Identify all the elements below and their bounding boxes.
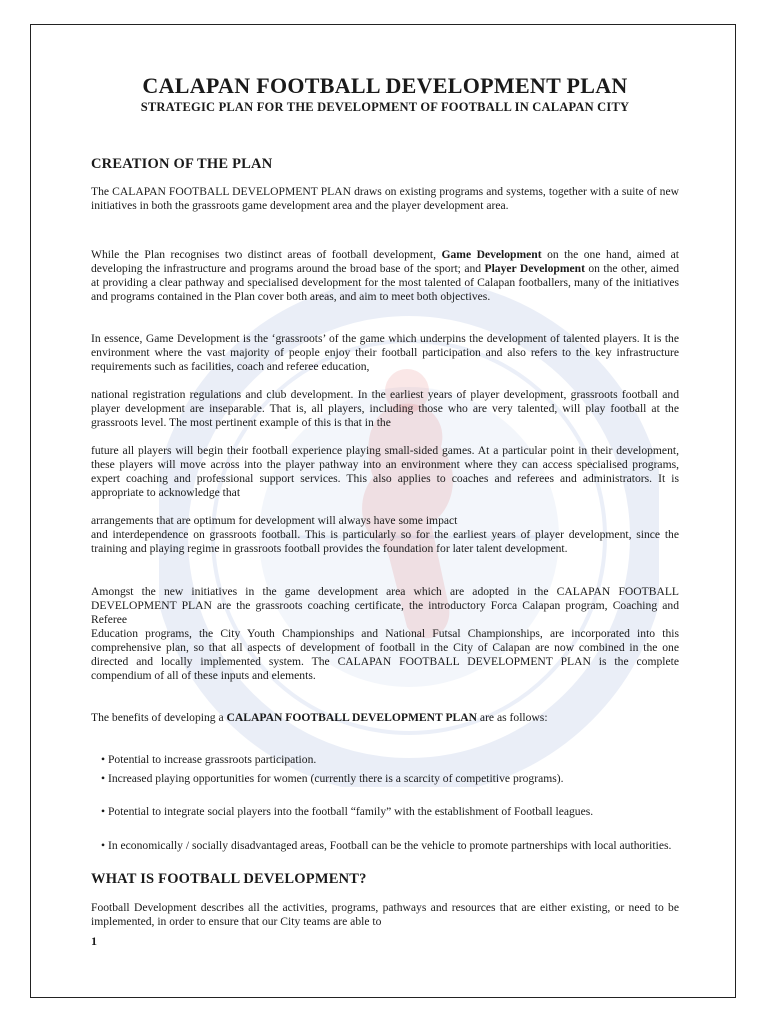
bold-term-player-development: Player Development [484,262,585,275]
paragraph-grassroots-1: In essence, Game Development is the ‘grassroots’ of the game which underpins the development of talented players. It is the environment where the vast majority of people enjoy their football participation and also refers to the key infrastructure requirements such as facilities, coach and referee education, [91,332,679,373]
paragraph-development-areas [91,248,679,304]
paragraph-creation-intro: The CALAPAN FOOTBALL DEVELOPMENT PLAN draws on existing programs and systems, together with a suite of new initiatives in both the grassroots game development area and the player development area. [91,185,679,212]
section-heading-what-is: WHAT IS FOOTBALL DEVELOPMENT? [91,871,367,887]
page-number: 1 [91,934,97,948]
paragraph-initiatives-1: Amongst the new initiatives in the game development area which are adopted in the CALAPAN FOOTBALL DEVELOPMENT PLAN are the grassroots coaching certificate, the introductory Forca Calapan program, Coaching and Referee [91,585,679,626]
document-subtitle: STRATEGIC PLAN FOR THE DEVELOPMENT OF FOOTBALL IN CALAPAN CITY [140,100,630,114]
benefit-list-item: • Increased playing opportunities for women (currently there is a scarcity of competitive programs). [101,772,564,785]
section-heading-creation: CREATION OF THE PLAN [91,156,273,172]
paragraph-initiatives-2: Education programs, the City Youth Championships and National Futsal Championships, are incorporated into this comprehensive plan, so that all aspects of development of football in the City of Calapan are now combined in the one directed and locally implemented system. The CALAPAN FOOTBALL DEVELOPMENT PLAN is the complete compendium of all of these inputs and elements. [91,627,679,682]
paragraph-benefits-intro [91,711,679,725]
paragraph-grassroots-4: arrangements that are optimum for development will always have some impact [91,514,458,527]
benefit-list-item: • In economically / socially disadvantaged areas, Football can be the vehicle to promote partnerships with local authorities. [101,839,672,852]
paragraph-grassroots-3: future all players will begin their football experience playing small-sided games. At a particular point in their development, these players will move across into the player pathway into an environment where they can access specialised programs, expert coaching and professional support services. This also applies to coaches and referees and administrators. It is appropriate to acknowledge that [91,444,679,499]
bold-plan-name: CALAPAN FOOTBALL DEVELOPMENT PLAN [226,711,478,724]
document-page [30,24,736,998]
paragraph-grassroots-5: and interdependence on grassroots football. This is particularly so for the earliest years of player development, since the training and playing regime in grassroots football provides the foundation for later talent development. [91,528,679,555]
benefit-list-item: • Potential to increase grassroots participation. [101,753,317,766]
benefit-list-item: • Potential to integrate social players into the football “family” with the establishment of Football leagues. [101,805,594,818]
paragraph-text: The benefits of developing a [91,711,227,724]
paragraph-what-is-intro: Football Development describes all the activities, programs, pathways and resources that are either existing, or need to be implemented, in order to ensure that our City teams are able to [91,901,679,928]
paragraph-grassroots-2: national registration regulations and club development. In the earliest years of player development, grassroots football and player development are inseparable. That is, all players, including those who are very talented, will play football at the grassroots level. The most pertinent example of this is that in the [91,388,679,429]
paragraph-text: are as follows: [477,711,548,724]
paragraph-text: on the other, aimed at providing a clear pathway and specialised development for the most talented of Calapan footballers, many of the initiatives and programs contained in the Plan cover both areas, and aim to meet both objectives. [91,262,679,303]
paragraph-text: While the Plan recognises two distinct areas of football development, [91,248,442,261]
document-title: CALAPAN FOOTBALL DEVELOPMENT PLAN [142,73,628,98]
bold-term-game-development: Game Development [441,248,542,261]
paragraph-text: on the one hand, aimed at developing the infrastructure and programs around the broad base of the sport; and [91,248,679,275]
